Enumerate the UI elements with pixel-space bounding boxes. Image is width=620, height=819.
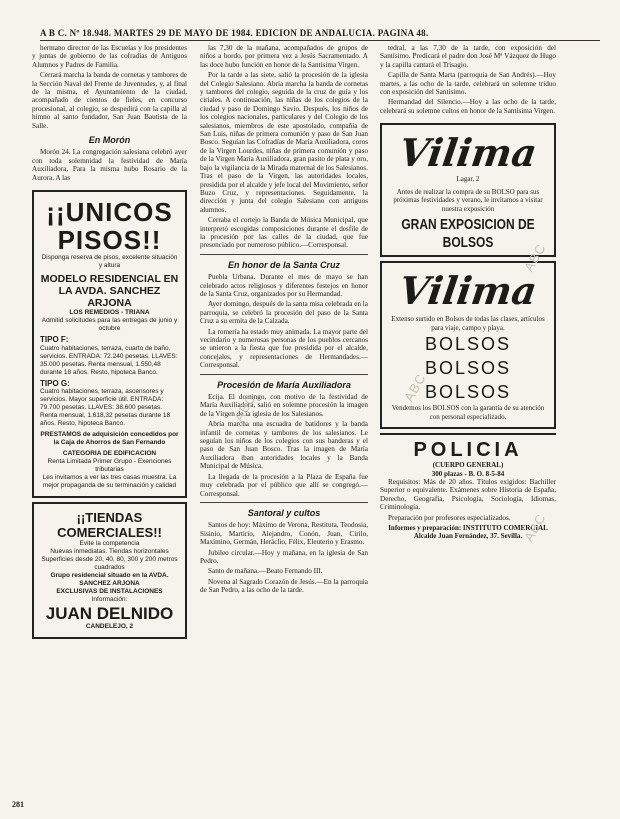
ad-address: CANDELEJO, 2 — [85, 622, 134, 630]
policia-title: POLICIA — [413, 439, 523, 462]
ad-address: Lagar, 2 — [456, 175, 480, 184]
section-heading: Santoral y cultos — [247, 507, 321, 518]
article-text: hermano director de las Escuelas y los presidentes y juntas de gobierno de las cofradías de Antiguos Alumnos y Padres de Familia. — [32, 44, 187, 69]
page-footer-mark: 281 — [12, 800, 24, 809]
article-text: Capilla de Santa Marta (parroquia de San Andrés).—Hoy martes, a las ocho de la tarde, celebrará un solemne triduo con exposición del Santísimo. — [380, 71, 556, 97]
article-text: Abría marcha una escuadra de batidores y la banda infantil de cornetas y tambores de los salesianos. Le seguían los niños de los colegios con sus banderas y el paso de San Juan Bosco. Tras la imagen de María Auxiliadora iban autoridades locales y la Banda Municipal de Música. — [200, 420, 368, 471]
article-text: Ecija. El domingo, con motivo de la festividad de María Auxiliadora, salió en solemne procesión la imagen de la Virgen de la iglesia de los Salesianos. — [200, 393, 368, 418]
ad-text: Evite la competencia — [79, 539, 140, 547]
page-header: A B C. Nº 18.948. MARTES 29 DE MAYO DE 1984. EDICION DE ANDALUCIA. PAGINA 48. — [40, 28, 600, 41]
article-text: Por la tarde a las siete, salió la procesión de la iglesia del Colegio Salesiano. Abría marcha la banda de cornetas y tambores del colegio, seguida de la cruz de guía y los ciriales. A continuación, las niñas de los colegios de la ciudad y paso de Domingo Savio. Después, los niños de los colegios nacionales, particulares y del Colegio de los salesianos, miembros de este apostolado, compañía de San Luis, niñas de primera comunión y paso de San Juan Bosco. Seguían las Cofradías de María Auxiliadora, coros de la Virgen Lourdes, niñas de primera comunión y paso de la Virgen María Auxiliadora, gran pasito de plata y oro, bajo la vigilancia de la Mirada maternal de los Salesianos. Tras el paso de la Virgen, las autoridades locales, presidida por el alcalde y jefe local del Movimiento, señor Buzo Cruz, y representaciones. Seguidamente, la dirección y junta del colegio Salesiano con antiguos alumnos. — [200, 71, 368, 214]
article-text: Puebla Urbana. Durante el mes de mayo se han celebrado actos religiosos y diferentes festejos en honor de la Santa Cruz, organizados por su Hermandad. — [200, 273, 368, 298]
article-text: Requisitos: Más de 20 años. Títulos exigidos: Bachiller Superior o equivalente. Exámenes sobre Historia de España, Derecho, Geografía, Psicología, Sociología, Idiomas, Criminología. — [380, 477, 556, 512]
section-heading: Procesión de María Auxiliadora — [217, 379, 351, 390]
ad-headline: GRAN EXPOSICION DE BOLSOS — [401, 216, 535, 251]
policia-subtitle: (CUERPO GENERAL) — [432, 461, 504, 470]
unicos-pisos-ad — [32, 190, 187, 498]
article-text: Preparación por profesores especializados. — [388, 513, 511, 522]
column-1 — [32, 44, 187, 643]
ad-text: Les invitamos a ver las tres casas muestra. La mejor propaganda de su terminación y calidad — [42, 473, 177, 489]
ad-tipo-label: TIPO F: — [40, 335, 69, 345]
policia-address: Alcalde Juan Fernández, 37. Sevilla. — [413, 532, 523, 541]
article-text: Santos de hoy: Máximo de Verona, Restituta, Teodosia, Sisinio, Martirio, Alejandro, Conón, Juan, Cirilo, Maximino, Germán, Heráclio, Félix, Eleuterio y Erasmo. — [200, 521, 368, 547]
ad-text: Disponga reserva de pisos, excelente situación y altura — [41, 254, 178, 270]
ad-headline: ¡¡UNICOS — [46, 197, 173, 228]
section-heading: En honor de la Santa Cruz — [227, 259, 340, 270]
watermark-text: ABC — [520, 510, 549, 545]
ad-text: Vendemos los BOLSOS con la garantía de su atención con personal especializado. — [391, 404, 545, 421]
ad-tipo-text: Cuatro habitaciones, terraza, cuarto de baño, servicios. ENTRADA: 72.240 pesetas. LLAVES: 35.000 pesetas. Renta mensual, 1.550,48 durante 18 años. Resto, hipoteca Banco. — [40, 344, 178, 376]
ad-text: Extenso surtido en Bolsos de todas las clases, artículos para viaje, campo y playa. — [391, 315, 545, 332]
divider — [380, 433, 556, 435]
ad-building: MODELO RESIDENCIAL EN LA AVDA. SANCHEZ ARJONA — [40, 273, 179, 310]
ad-text: EXCLUSIVAS DE INSTALACIONES — [56, 587, 163, 595]
policia-info: Informes y preparación: INSTITUTO COMERCIAL — [388, 524, 548, 532]
article-text: tedral, a las 7,30 de la tarde, con exposición del Santísimo. Predicará el padre don José Mª Vázquez de Hugo y la capilla cantará el Trisagio. — [380, 44, 556, 69]
vilima-logo: Vilima — [396, 268, 540, 314]
article-text: las 7,30 de la mañana, acompañados de grupos de niños a bordo, por primera vez a Jesús Sacramentado. A las doce hubo función en honor de la Santísima Virgen. — [200, 44, 368, 69]
article-text: La llegada de la procesión a la Plaza de España fue muy celebrada por el público que allí se congregó.—Corresponsal. — [200, 472, 368, 498]
ad-company-name: JUAN DELNIDO — [45, 603, 174, 623]
ad-bolsos: BOLSOS — [424, 382, 512, 403]
policia-plazas: 300 plazas - B. O. 8-5-84 — [431, 469, 505, 478]
ad-tipo-label: TIPO G: — [40, 378, 70, 388]
ad-place: LOS REMEDIOS - TRIANA — [69, 309, 150, 317]
article-text: Ayer domingo, después de la santa misa celebrada en la parroquia, se celebró la procesión del paso de la Santa Cruz a su ermita de la Calzada. — [200, 300, 368, 326]
column-2 — [200, 44, 368, 597]
article-text: Jubileo circular.—Hoy y mañana, en la iglesia de San Pedro. — [200, 548, 368, 565]
watermark-text: ABC — [400, 370, 429, 405]
watermark-text: ABC — [230, 390, 259, 425]
ad-text: Nuevas inmediatas. Tiendas horizontales Superficies desde 20, 40, 80, 300 y 200 metros cuadrados — [41, 547, 178, 571]
ad-text: Información: — [91, 595, 128, 603]
vilima-ad-2 — [380, 261, 556, 429]
ad-bolsos: BOLSOS — [424, 334, 512, 355]
divider — [200, 254, 368, 255]
ad-text: CATEGORIA DE EDIFICACION — [62, 449, 157, 457]
ad-text: Grupo residencial situado en la AVDA. SANCHEZ ARJONA — [50, 571, 169, 587]
article-text: Cerraba el cortejo la Banda de Música Municipal, que interpretó escogidas composiciones durante el desfile de la procesión por las calles de la ciudad, que fue presenciado por numeroso público.—Corresponsal. — [200, 216, 368, 250]
column-3 — [380, 44, 556, 541]
article-text: Santo de mañana.—Beato Fernando III. — [208, 567, 323, 576]
divider — [200, 502, 368, 503]
watermark-text: ABC — [520, 240, 549, 275]
ad-bolsos: BOLSOS — [424, 358, 512, 379]
vilima-ad-1 — [380, 123, 556, 257]
divider — [200, 374, 368, 375]
article-text: La romería ha estado muy animada. La mayor parte del vecindario y numerosas personas de los pueblos cercanos se unieron a la fiesta que fue presidida por el alcalde, concejales, y representaciones de Hermandades.—Corresponsal. — [200, 327, 368, 370]
ad-text: Renta Limitada Primer Grupo - Exenciones tributarias — [47, 457, 172, 473]
vilima-logo: Vilima — [396, 130, 540, 176]
ad-text: Admitid solicitudes para las entregas de junio y octubre — [41, 317, 178, 333]
tiendas-ad — [32, 502, 187, 639]
section-heading: En Morón — [88, 135, 131, 146]
article-text: Hermandad del Silencio.—Hoy a las ocho de la tarde, celebrará su solemne cultos en honor de la Santísima Virgen. — [380, 98, 556, 115]
ad-headline: ¡¡TIENDAS COMERCIALES!! — [57, 509, 162, 540]
ad-text: PRESTAMOS de adquisición concedidos por la Caja de Ahorros de San Fernando — [40, 430, 179, 446]
article-text: Morón 24. La congregación salesiana celebró ayer con toda solemnidad la festividad de María Auxiliadora, Para la misma hubo Rosario de la Aurora. A las — [32, 148, 187, 182]
ad-text: Antes de realizar la compra de su BOLSO para sus próximas festividades y verano, le invitamos a visitar nuestra exposición — [393, 187, 543, 213]
ad-tipo-text: Cuatro habitaciones, terraza, ascensores y servicios. Mayor superficie útil. ENTRADA: 79.700 pesetas. LLAVES: 38.600 pesetas. Renta mensual, 1.618,32 pesetas durante 18 años. Resto, hipoteca Banco. — [40, 387, 171, 427]
ad-headline: PISOS!! — [57, 225, 162, 256]
article-text: Novena al Sagrado Corazón de Jesús.—En la parroquia de San Pedro, a las ocho de la tarde. — [200, 577, 368, 595]
article-text: Cerrará marcha la banda de cornetas y tambores de la Sección Naval del Frente de Juventudes, y, al final de la misma, el Ayuntamiento de la ciudad, acompañado de cientos de fieles, en concurso procesional, al colegio, se despedirá con la capilla al himno al santo fundador, San Juan Bautista de la Salle. — [32, 71, 187, 130]
